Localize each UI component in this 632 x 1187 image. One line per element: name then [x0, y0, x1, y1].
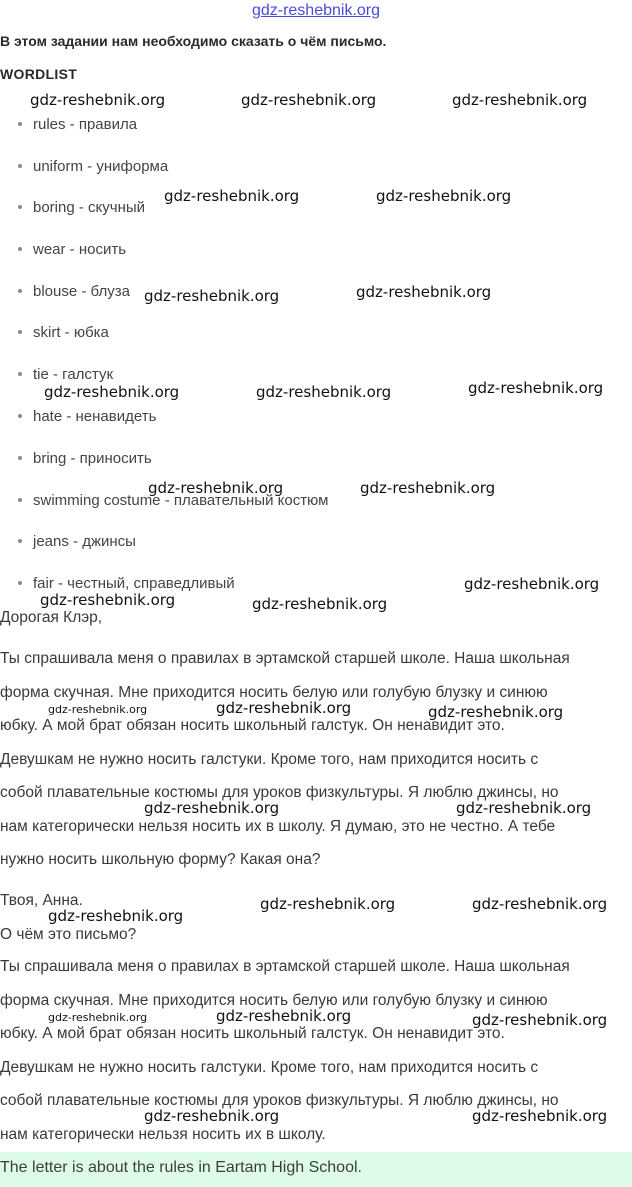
watermark: gdz-reshebnik.org: [376, 187, 512, 205]
excerpt-line: Девушкам не нужно носить галстуки. Кроме того, нам приходится носить с: [0, 1059, 539, 1076]
watermark: gdz-reshebnik.org: [472, 895, 608, 913]
letter-line: Ты спрашивала меня о правилах в эртамской старшей школе. Наша школьная: [0, 650, 570, 667]
watermark: gdz-reshebnik.org: [48, 907, 184, 925]
watermark: gdz-reshebnik.org: [252, 595, 388, 613]
watermark: gdz-reshebnik.org: [464, 575, 600, 593]
watermark: gdz-reshebnik.org: [216, 699, 352, 717]
letter-line: нужно носить школьную форму? Какая она?: [0, 851, 321, 868]
bullet-icon: [18, 372, 22, 376]
letter-line: юбку. А мой брат обязан носить школьный галстук. Он ненавидит это.: [0, 717, 505, 734]
letter-line: форма скучная. Мне приходится носить белую или голубую блузку и синюю: [0, 684, 548, 701]
watermark: gdz-reshebnik.org: [260, 895, 396, 913]
answer-text: The letter is about the rules in Eartam High School.: [0, 1159, 362, 1176]
wordlist-item: rules - правила: [18, 116, 137, 133]
wordlist-item: tie - галстук: [18, 366, 113, 383]
bullet-icon: [18, 164, 22, 168]
excerpt-line: юбку. А мой брат обязан носить школьный галстук. Он ненавидит это.: [0, 1025, 505, 1042]
bullet-icon: [18, 122, 22, 126]
wordlist-item: skirt - юбка: [18, 324, 109, 341]
wordlist-title: WORDLIST: [0, 66, 78, 82]
excerpt-line: Ты спрашивала меня о правилах в эртамской старшей школе. Наша школьная: [0, 958, 570, 975]
letter-line: нам категорически нельзя носить их в школу. Я думаю, это не честно. А тебе: [0, 818, 556, 835]
watermark: gdz-reshebnik.org: [216, 1007, 352, 1025]
watermark: gdz-reshebnik.org: [428, 703, 564, 721]
letter-greeting: Дорогая Клэр,: [0, 609, 103, 626]
wordlist-item: jeans - джинсы: [18, 533, 136, 550]
wordlist-item: fair - честный, справедливый: [18, 575, 235, 592]
watermark: gdz-reshebnik.org: [241, 91, 377, 109]
bullet-icon: [18, 456, 22, 460]
question: О чём это письмо?: [0, 926, 137, 943]
wordlist-item: uniform - униформа: [18, 158, 168, 175]
watermark: gdz-reshebnik.org: [164, 187, 300, 205]
wordlist-item: wear - носить: [18, 241, 126, 258]
watermark: gdz-reshebnik.org: [356, 283, 492, 301]
letter-line: собой плавательные костюмы для уроков физкультуры. Я люблю джинсы, но: [0, 784, 559, 801]
watermark: gdz-reshebnik.org: [148, 479, 284, 497]
watermark: gdz-reshebnik.org: [256, 383, 392, 401]
bullet-icon: [18, 581, 22, 585]
watermark: gdz-reshebnik.org: [452, 91, 588, 109]
bullet-icon: [18, 539, 22, 543]
task-statement: В этом задании нам необходимо сказать о чём письмо.: [0, 33, 387, 49]
wordlist-item: swimming costume - плавательный костюм: [18, 492, 328, 509]
watermark: gdz-reshebnik.org: [456, 799, 592, 817]
watermark: gdz-reshebnik.org: [360, 479, 496, 497]
watermark: gdz-reshebnik.org: [472, 1107, 608, 1125]
watermark: gdz-reshebnik.org: [30, 91, 166, 109]
wordlist-item: blouse - блуза: [18, 283, 130, 300]
bullet-icon: [18, 205, 22, 209]
watermark: gdz-reshebnik.org: [472, 1011, 608, 1029]
bullet-icon: [18, 330, 22, 334]
wordlist-item: boring - скучный: [18, 199, 145, 216]
wordlist-item: hate - ненавидеть: [18, 408, 156, 425]
bullet-icon: [18, 498, 22, 502]
bullet-icon: [18, 247, 22, 251]
letter-signature: Твоя, Анна.: [0, 892, 83, 909]
excerpt-line: форма скучная. Мне приходится носить белую или голубую блузку и синюю: [0, 992, 548, 1009]
watermark: gdz-reshebnik.org: [48, 703, 148, 716]
watermark: gdz-reshebnik.org: [144, 1107, 280, 1125]
watermark: gdz-reshebnik.org: [144, 287, 280, 305]
excerpt-line: нам категорически нельзя носить их в школу.: [0, 1126, 326, 1143]
letter-line: Девушкам не нужно носить галстуки. Кроме того, нам приходится носить с: [0, 751, 539, 768]
watermark: gdz-reshebnik.org: [48, 1011, 148, 1024]
excerpt-line: собой плавательные костюмы для уроков физкультуры. Я люблю джинсы, но: [0, 1092, 559, 1109]
bullet-icon: [18, 414, 22, 418]
watermark: gdz-reshebnik.org: [468, 379, 604, 397]
wordlist-item: bring - приносить: [18, 450, 152, 467]
watermark: gdz-reshebnik.org: [144, 799, 280, 817]
site-link[interactable]: gdz-reshebnik.org: [251, 2, 381, 19]
watermark: gdz-reshebnik.org: [40, 591, 176, 609]
watermark: gdz-reshebnik.org: [44, 383, 180, 401]
bullet-icon: [18, 289, 22, 293]
